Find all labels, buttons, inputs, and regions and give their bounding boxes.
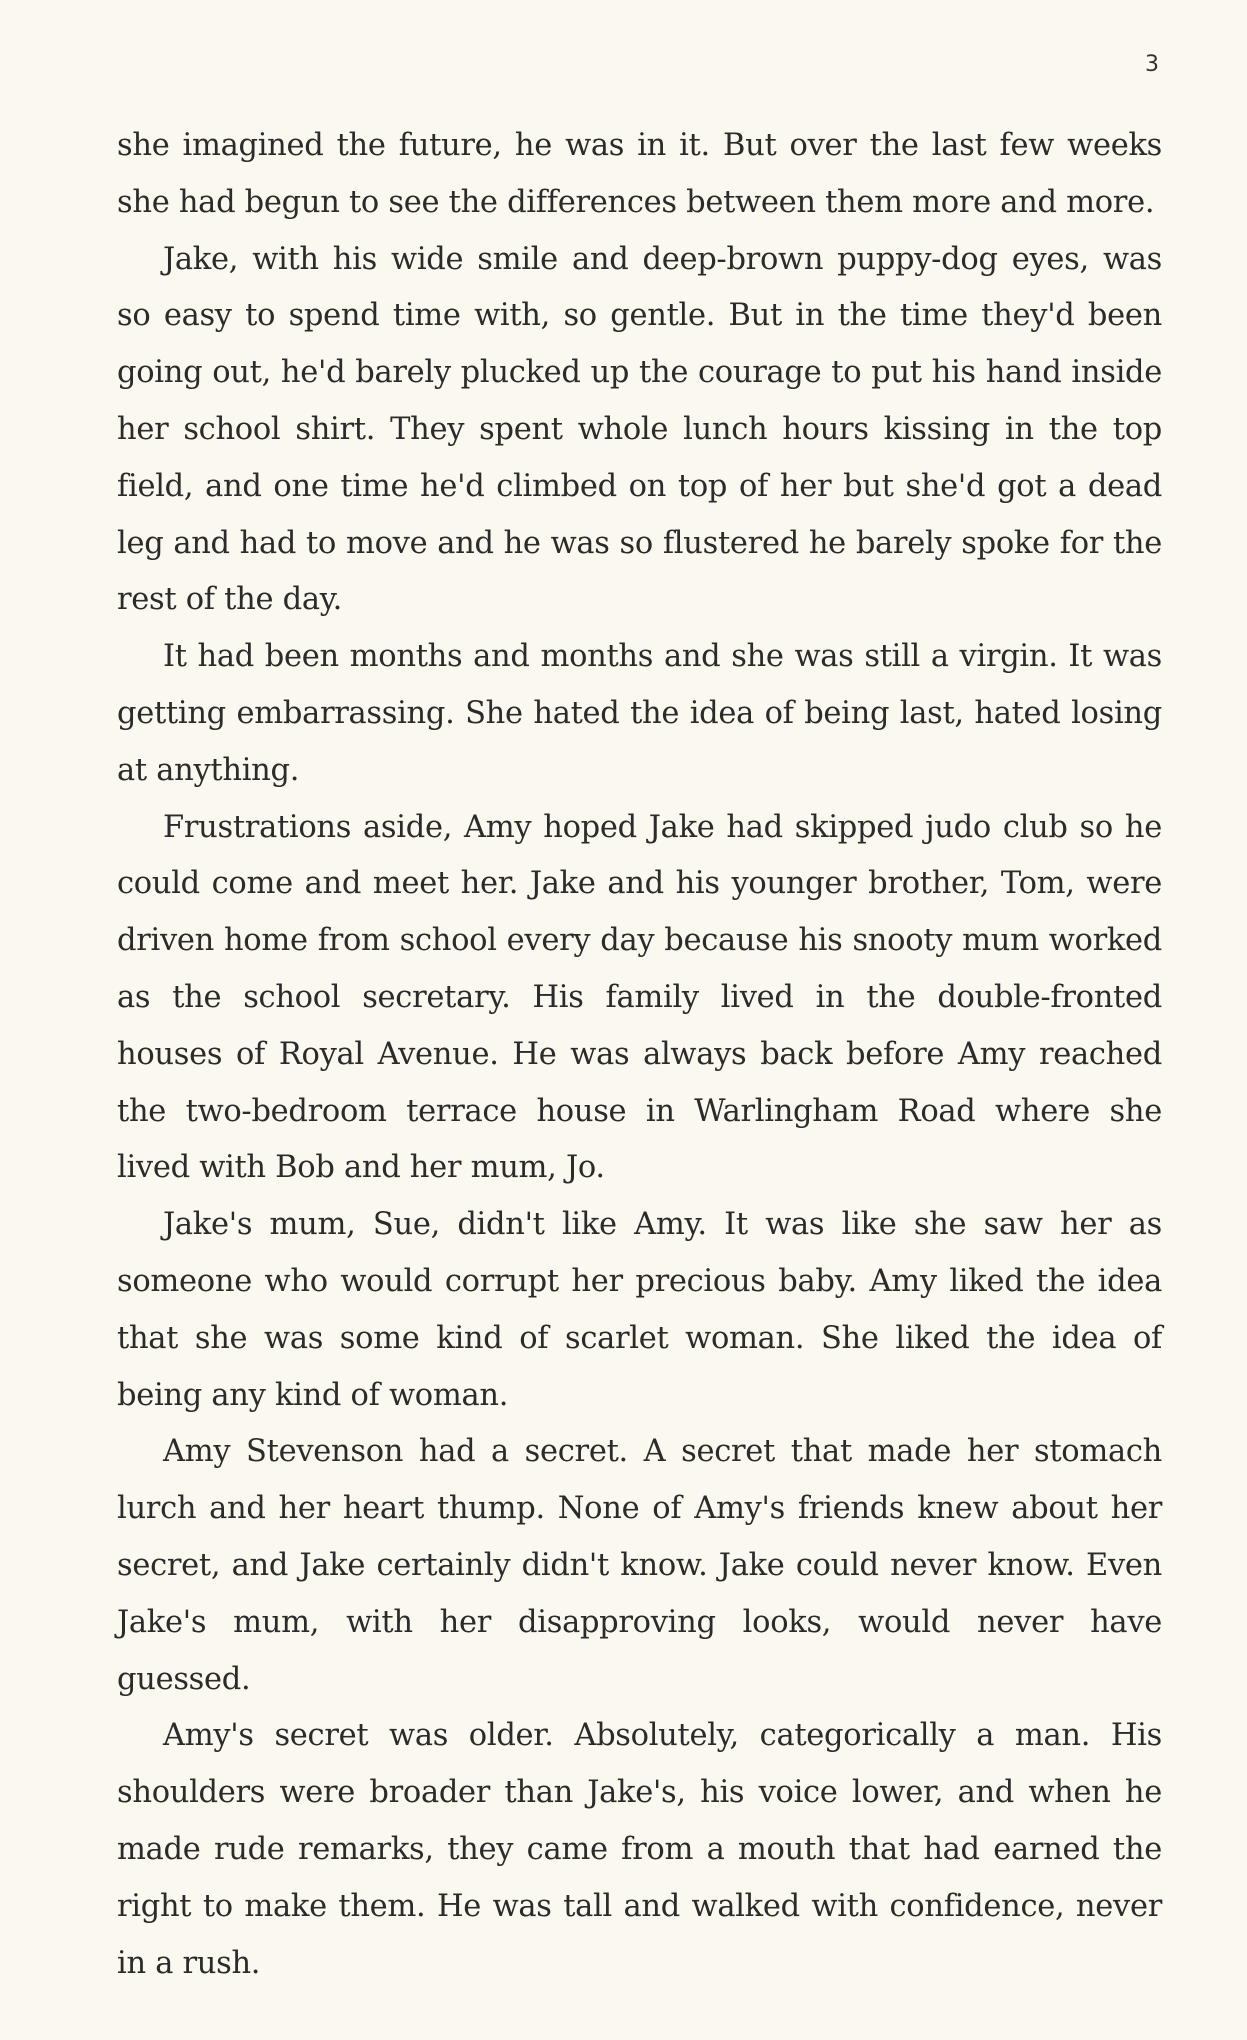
- paragraph: she imagined the future, he was in it. But over the last few weeks she had begun to see the differences between them more and more.: [117, 128, 1162, 220]
- paragraph: Amy's secret was older. Absolutely, categorically a man. His shoulders were broader than Jake's, his voice lower, and when he made rude remarks, they came from a mouth that had earned the right to make them. He was tall and walked with confidence, never in a rush.: [117, 1718, 1162, 1981]
- paragraph: Jake's mum, Sue, didn't like Amy. It was like she saw her as someone who would corrupt her precious baby. Amy liked the idea that she was some kind of scarlet woman. She liked the idea of being any kind of woman.: [117, 1207, 1162, 1413]
- paragraph: Frustrations aside, Amy hoped Jake had skipped judo club so he could come and meet her. Jake and his younger brother, Tom, were driven home from school every day because his snooty mum worked as the school secretary. His family lived in the double-fronted houses of Royal Avenue. He was always back before Amy reached the two-bedroom terrace house in Warlingham Road where she lived with Bob and her mum, Jo.: [117, 809, 1162, 1186]
- paragraph: Jake, with his wide smile and deep-brown puppy-dog eyes, was so easy to spend time with, so gentle. But in the time they'd been going out, he'd barely plucked up the courage to put his hand inside her school shirt. They spent whole lunch hours kissing in the top field, and one time he'd climbed on top of her but she'd got a dead leg and had to move and he was so flustered he barely spoke for the rest of the day.: [117, 241, 1162, 618]
- page-number: 3: [1145, 52, 1159, 77]
- paragraph: It had been months and months and she was still a virgin. It was getting embarrassing. She hated the idea of being last, hated losing at anything.: [117, 639, 1162, 788]
- body-text: [117, 118, 1162, 1992]
- paragraph: Amy Stevenson had a secret. A secret that made her stomach lurch and her heart thump. None of Amy's friends knew about her secret, and Jake certainly didn't know. Jake could never know. Even Jake's mum, with her disapproving looks, would never have guessed.: [117, 1434, 1162, 1697]
